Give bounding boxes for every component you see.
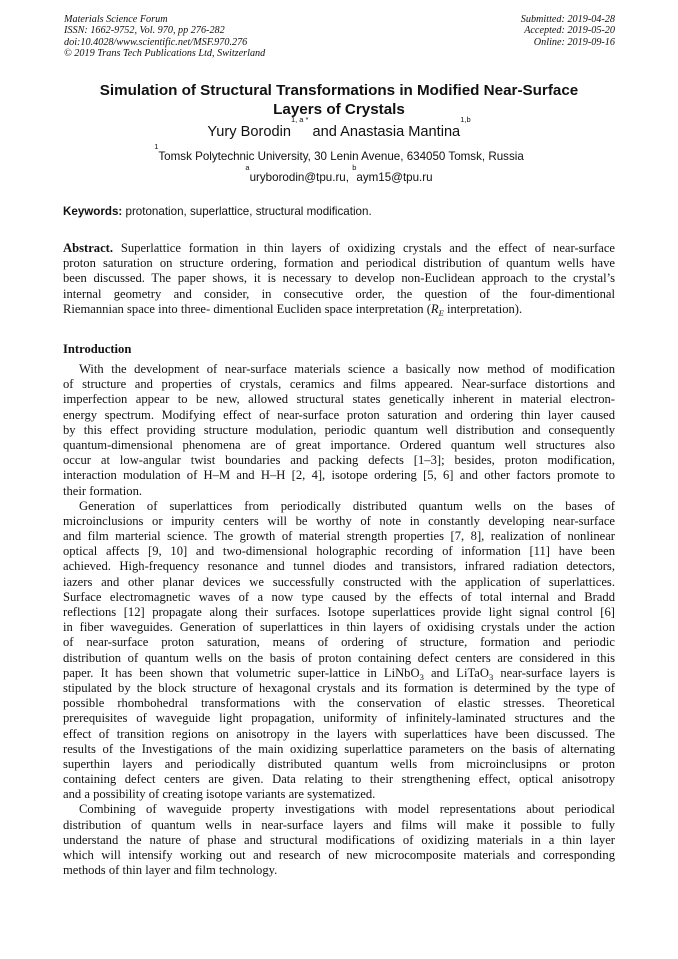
text-line: reflections [12] propagate along their surfaces. Isotope superlattices provide light signal control [6] <box>63 605 615 619</box>
text-line: containing defect centers are given. Data relating to their strengthening effect, optical anisotropy <box>63 772 615 787</box>
text-line: which will intensify working out and research of new microcomposite materials and corresponding <box>63 848 615 862</box>
copyright-line: © 2019 Trans Tech Publications Ltd, Switzerland <box>64 47 266 59</box>
subscript-3: 3 <box>488 671 494 681</box>
author-2-sup: 1,b <box>460 115 471 124</box>
abstract-line: internal geometry and consider, in consecutive order, the question of the four-dimentional <box>63 286 615 301</box>
text-line: Surface electromagnetic waves of a now type caused by the effects of total internal and Bradd <box>63 589 615 604</box>
text-line: superthin layers and periodically distributed quantum wells from microinclusipns or proton <box>63 756 615 771</box>
text-line: effect of transition regions on anisotropy in the layers with superlattices have been discussed. The <box>63 726 615 741</box>
doi-line: doi:10.4028/www.scientific.net/MSF.970.276 <box>64 36 248 48</box>
text-line: interaction modulation of H–M and H–H [2, 4], isotope ordering [5, 6] and other factors promote to <box>63 468 615 483</box>
abstract-line: proton saturation on structure ordering, formation and periodical distribution of quantum wells have <box>63 256 615 271</box>
abstract-line: Riemannian space into three- dimentional Eucliden space interpretation ($R_E$ interpretation). <box>63 301 523 317</box>
text-line: Combining of waveguide property investigations with model representations about periodical <box>79 802 615 817</box>
submitted-date: Submitted: 2019-04-28 <box>520 14 615 25</box>
abstract-label: Abstract. <box>63 241 114 255</box>
text-line: methods of thin layer and film technology. <box>63 863 278 878</box>
text-line: of structure and properties of crystals, ceramics and films appeared. Near-surface distortions and <box>63 377 615 392</box>
text-line: quantum-dimensional phenomena are of great importance. Ordered quantum well structures also <box>63 437 615 452</box>
text-line: prerequisites of waveguide light propagation, uniformity of infinitely-laminated structures and the <box>63 711 615 726</box>
title-line-2: Layers of Crystals <box>273 100 405 118</box>
abstract <box>63 241 615 317</box>
author-2: Anastasia Mantina <box>340 124 461 140</box>
email-a[interactable]: uryborodin@tpu.ru, <box>249 171 353 184</box>
title-line-1: Simulation of Structural Transformations in Modified Near-Surface <box>99 82 579 99</box>
introduction-body <box>63 362 615 878</box>
subscript-3: 3 <box>419 671 424 681</box>
text-line: energy spectrum. Modifying effect of near-surface proton saturation and ordering thin layer caused <box>63 407 615 422</box>
affiliation <box>0 142 678 164</box>
r-symbol: R <box>430 301 439 316</box>
e-subscript: E <box>438 307 444 317</box>
text-line: paper. It has been shown that volumetric super-lattice in LiNbO$_3$ and LiTaO$_3$ near-surface layers is <box>63 665 615 681</box>
email-a-sup: a <box>245 163 250 172</box>
text-line: their formation. <box>63 483 143 498</box>
text-line: possible rhombohedral transformations with the conservation of elastic stresses. Theoretical <box>63 696 615 711</box>
keywords <box>63 205 372 219</box>
text-line: understand the nature of phase and structural modifications of oxidizing materials in a thin layer <box>63 832 615 847</box>
keywords-label: Keywords: <box>63 205 123 218</box>
text-line: in fiber waveguides. Generation of superlattices in thin layers of oxidising crystals under the action <box>63 620 615 635</box>
text-line: achieved. High-frequency resonance and tunnel diodes and transistors, infrared radiation detectors, <box>63 559 615 574</box>
text-line: by this effect providing structure modulation, periodic quantum well distribution and consequently <box>63 422 615 437</box>
issn-line: ISSN: 1662-9752, Vol. 970, pp 276-282 <box>64 25 225 37</box>
online-date: Online: 2019-09-16 <box>533 36 615 48</box>
text-line: distribution of quantum wells in near-surface layers and films will make it possible to fully <box>63 817 615 832</box>
section-heading-introduction: Introduction <box>63 342 132 356</box>
affiliation-sup: 1 <box>154 142 159 151</box>
text-line: imperfection appear to be new, allowed structural states genetically inherent in material electron- <box>63 392 615 407</box>
authors <box>0 115 678 141</box>
author-1-sup: 1, a * <box>290 115 309 124</box>
text-line: Generation of superlattices from periodically distributed quantum wells on the bases of <box>79 498 615 513</box>
text-line: occur at low-angular twist boundaries and packing defects [1–3]; besides, proton modification, <box>63 453 615 468</box>
email-b-sup: b <box>352 163 357 172</box>
authors-and: and <box>308 124 341 140</box>
text-line: and film marterial science. The growth of material strength properties [7, 8], realization of nonlinear <box>63 529 615 544</box>
text-line: and a possibility of creating isotope variants are systematized. <box>63 787 376 802</box>
text-line: of near-surface proton saturation, means of ordering of structure, formation and periodic <box>63 635 615 650</box>
dates-info <box>521 14 615 48</box>
text-line: With the development of near-surface materials science a basically now method of modification <box>79 362 615 376</box>
emails <box>0 163 678 185</box>
keywords-text: protonation, superlattice, structural modification. <box>122 205 372 218</box>
text-line: results of the Investigations of the main oxidizing superlattice parameters on the basis of alternating <box>63 741 615 756</box>
abstract-line: Abstract. Superlattice formation in thin layers of oxidizing crystals and the effect of near-surface <box>63 241 615 255</box>
accepted-date: Accepted: 2019-05-20 <box>524 25 615 37</box>
email-b[interactable]: aym15@tpu.ru <box>356 171 433 184</box>
text-line: distribution of quantum wells on the basis of proton containing defect centers are considered in this <box>63 650 615 665</box>
paper-title <box>70 82 608 119</box>
text-line: microinclusions or impurity centers will be worthy of note in constantly developing near-surface <box>63 513 615 528</box>
affiliation-text: Tomsk Polytechnic University, 30 Lenin Avenue, 634050 Tomsk, Russia <box>158 150 524 163</box>
text-line: stipulated by the block structure of hexagonal crystals and its formation is determined by the type of <box>63 680 615 695</box>
text-line: optical affects [9, 10] and two-dimensional holographic recording of information [11] have been <box>63 544 615 559</box>
author-1: Yury Borodin <box>207 124 291 140</box>
journal-info <box>64 14 265 59</box>
text-line: iazers and other planar devices we successfully constructed with the application of superlattices. <box>63 574 615 589</box>
journal-name: Materials Science Forum <box>64 14 168 25</box>
abstract-line: been discussed. The paper shows, it is necessary to develop non-Euclidean approach to the crystal’s <box>63 271 615 286</box>
